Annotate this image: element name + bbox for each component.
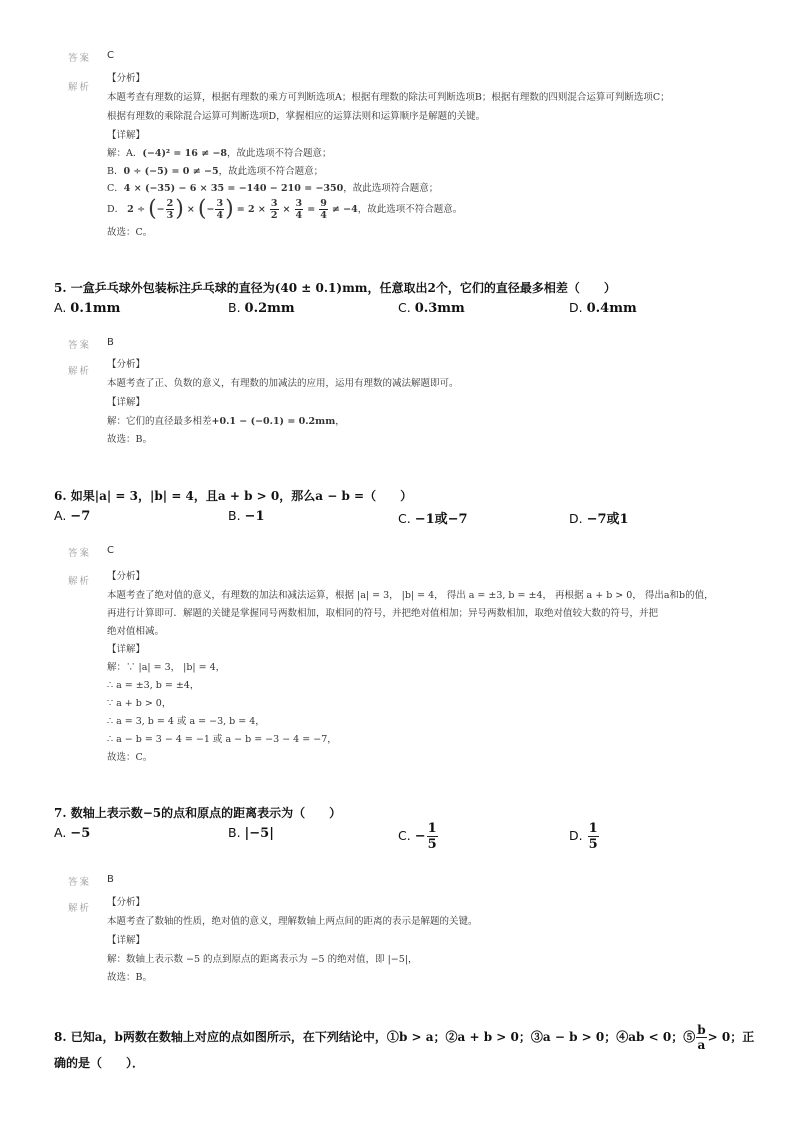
solution-step: ∴ a = 3, b = 4 或 a = −3, b = 4，	[107, 716, 265, 727]
question-8-stem: 8. 已知a，b两数在数轴上对应的点如图所示，在下列结论中，①b > a；②a + b > 0；③a − b > 0；④ab < 0；⑤ $\frac{b}{a}$ > 0；正	[54, 1023, 755, 1052]
fenxi-heading: 【分析】	[107, 571, 146, 582]
fenxi-text: 本题考查了数轴的性质，绝对值的意义，理解数轴上两点间的距离的表示是解题的关键。	[107, 916, 478, 927]
conclusion: 故选：C。	[107, 752, 153, 763]
option-c: C. 0.3mm	[398, 300, 465, 316]
conclusion: 故选：B。	[107, 972, 152, 983]
conclusion: 故选：C。	[107, 227, 153, 238]
fenxi-text: 绝对值相减。	[107, 626, 165, 637]
answer-label: 答案	[68, 548, 92, 559]
question-8-stem-cont: 确的是（ ）．	[54, 1056, 145, 1070]
answer-value: C	[107, 545, 114, 556]
option-d: D. 0.4mm	[569, 300, 637, 316]
answer-value: C	[107, 50, 114, 61]
xiangjie-heading: 【详解】	[107, 397, 146, 408]
analysis-label: 解析	[68, 82, 92, 93]
fenxi-heading: 【分析】	[107, 73, 146, 84]
answer-value: B	[107, 337, 114, 348]
xiangjie-heading: 【详解】	[107, 644, 146, 655]
fenxi-text: 再进行计算即可．解题的关键是掌握同号两数相加，取相同的符号，并把绝对值相加；异号两数相加，取绝对值较大数的符号，并把	[107, 608, 659, 619]
solution-line-d: D． 2 ÷ (− $\frac{2}{3}$ ) × (− $\frac{3}{4}$ ) = 2 × $\frac{3}{2}$ × $\frac{3}{4}$ = $\frac{9}{4}$ ≠ −4，故此选项不符合题意。	[107, 196, 463, 222]
fenxi-text: 本题考查有理数的运算，根据有理数的乘方可判断选项A；根据有理数的除法可判断选项B；根据有理数的四则混合运算可判断选项C；	[107, 92, 670, 103]
solution-line-b: B．0 ÷ (−5) = 0 ≠ −5，故此选项不符合题意；	[107, 166, 324, 177]
solution-step: ∴ a = ±3, b = ±4，	[107, 680, 200, 691]
option-c: C. − $\frac{1}{5}$	[398, 821, 437, 852]
analysis-label: 解析	[68, 903, 92, 914]
fenxi-text: 根据有理数的乘除混合运算可判断选项D，掌握相应的运算法则和运算顺序是解题的关键。	[107, 111, 486, 122]
answer-value: B	[107, 874, 114, 885]
question-7-stem: 7. 数轴上表示数−5的点和原点的距离表示为（ ）	[54, 806, 342, 820]
analysis-label: 解析	[68, 366, 92, 377]
option-a: A. 0.1mm	[54, 300, 121, 316]
option-d: D. −7或1	[569, 511, 629, 527]
option-a: A. −7	[54, 508, 91, 524]
xiangjie-heading: 【详解】	[107, 935, 146, 946]
solution-line-a: 解：A．(−4)² = 16 ≠ −8，故此选项不符合题意；	[107, 148, 332, 159]
xiangjie-heading: 【详解】	[107, 130, 146, 141]
solution-step: ∴ a − b = 3 − 4 = −1 或 a − b = −3 − 4 = −7，	[107, 734, 337, 745]
answer-label: 答案	[68, 340, 92, 351]
conclusion: 故选：B。	[107, 434, 152, 445]
solution-line-c: C．4 × (−35) − 6 × 35 = −140 − 210 = −350，故此选项符合题意；	[107, 183, 439, 194]
fenxi-text: 本题考查了正、负数的意义，有理数的加减法的应用，运用有理数的减法解题即可。	[107, 378, 459, 389]
answer-label: 答案	[68, 53, 92, 64]
question-6-stem: 6. 如果|a| = 3，|b| = 4，且a + b > 0，那么a − b =（ ）	[54, 489, 413, 503]
fenxi-heading: 【分析】	[107, 897, 146, 908]
solution-line: 解：它们的直径最多相差+0.1 − (−0.1) = 0.2mm，	[107, 416, 345, 427]
answer-label: 答案	[68, 877, 92, 888]
fenxi-text: 本题考查了绝对值的意义，有理数的加法和减法运算，根据 |a| = 3， |b| = 4， 得出 a = ±3, b = ±4， 再根据 a + b > 0， 得出a和b的值，	[107, 590, 714, 601]
fenxi-heading: 【分析】	[107, 359, 146, 370]
analysis-label: 解析	[68, 576, 92, 587]
option-d: D. $\frac{1}{5}$	[569, 821, 598, 852]
option-c: C. −1或−7	[398, 511, 468, 527]
solution-step: ∵ a + b > 0，	[107, 698, 172, 709]
option-a: A. −5	[54, 825, 91, 841]
solution-step: 解：∵ |a| = 3， |b| = 4，	[107, 662, 226, 673]
option-b: B. 0.2mm	[228, 300, 295, 316]
option-b: B. |−5|	[228, 825, 274, 841]
solution-line: 解：数轴上表示数 −5 的点到原点的距离表示为 −5 的绝对值，即 |−5|，	[107, 954, 418, 965]
question-5-stem: 5. 一盒乒乓球外包装标注乒乓球的直径为(40 ± 0.1)mm，任意取出2个，它们的直径最多相差（ ）	[54, 281, 616, 295]
option-b: B. −1	[228, 508, 265, 524]
